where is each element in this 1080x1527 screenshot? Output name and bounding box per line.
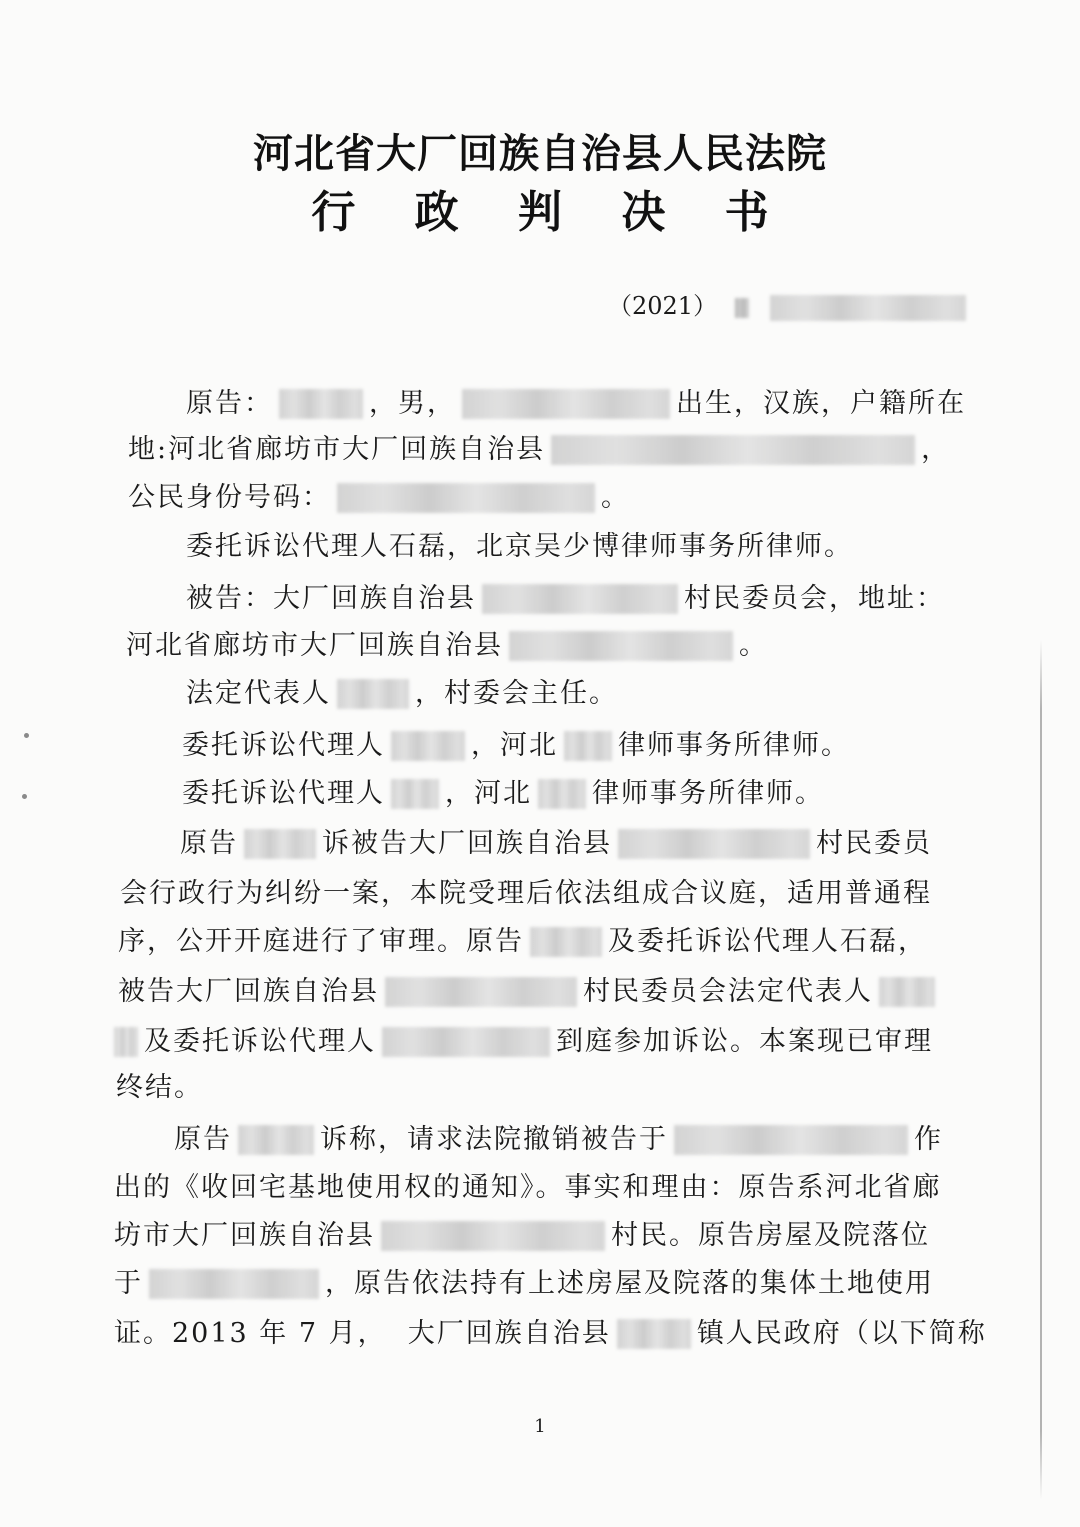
redacted-block <box>530 927 602 957</box>
redacted-block <box>391 731 465 761</box>
text-line: 被告大厂回族自治县 村民委员会法定代表人 <box>118 970 941 1014</box>
redacted-block <box>337 679 409 709</box>
redacted-block <box>770 295 966 321</box>
text-line: 证。2013 年 7 月， 大厂回族自治县 镇人民政府（以下简称 <box>114 1318 987 1349</box>
text-line: 坊市大厂回族自治县 村民。原告房屋及院落位 <box>114 1220 930 1251</box>
text-line: 委托诉讼代理人 ，河北 律师事务所律师。 <box>182 730 850 761</box>
redacted-block <box>381 1221 605 1251</box>
redacted-block <box>279 389 363 419</box>
redacted-block <box>149 1269 319 1299</box>
scan-dot <box>24 733 29 738</box>
document-type-title: 行 政 判 决 书 <box>311 187 791 238</box>
text-line: 于 ，原告依法持有上述房屋及院落的集体土地使用 <box>114 1268 934 1299</box>
case-number <box>608 286 972 326</box>
redacted-block <box>551 435 915 465</box>
text-line: 法定代表人 ，村委会主任。 <box>186 678 618 709</box>
text-line: 被告：大厂回族自治县 村民委员会，地址： <box>186 583 945 614</box>
redacted-block <box>391 779 439 809</box>
text-line: 公民身份号码： 。 <box>128 482 630 513</box>
text-line: 序，公开开庭进行了审理。原告 及委托诉讼代理人石磊， <box>118 926 927 957</box>
text-line: 会行政行为纠纷一案，本院受理后依法组成合议庭，适用普通程 <box>120 878 932 909</box>
redacted-block <box>564 731 612 761</box>
redacted-block <box>509 631 733 661</box>
redacted-block <box>382 1027 550 1057</box>
scan-dot <box>22 794 27 799</box>
redacted-block <box>674 1125 908 1155</box>
court-title: 河北省大厂回族自治县人民法院 <box>253 130 827 177</box>
scan-edge-line <box>1040 640 1042 1500</box>
redacted-block <box>462 389 670 419</box>
case-year: （2021） <box>608 292 718 320</box>
text-line: 河北省廊坊市大厂回族自治县 。 <box>126 630 768 661</box>
redacted-block <box>879 977 935 1007</box>
text-line: 终结。 <box>116 1072 203 1103</box>
redacted-block <box>735 298 749 318</box>
redacted-block <box>538 779 586 809</box>
text-line: 原告 诉称，请求法院撤销被告于 作 <box>174 1124 943 1155</box>
redacted-block <box>244 829 316 859</box>
text-line: 及委托诉讼代理人 到庭参加诉讼。本案现已审理 <box>114 1020 933 1064</box>
redacted-block <box>618 829 810 859</box>
text-line: 委托诉讼代理人石磊，北京吴少博律师事务所律师。 <box>186 531 853 562</box>
page-number: 1 <box>534 1416 546 1437</box>
redacted-block <box>114 1027 138 1057</box>
text-line: 地:河北省廊坊市大厂回族自治县 ， <box>128 434 951 465</box>
redacted-block <box>617 1319 691 1349</box>
text-line: 原告： ，男， 出生，汉族，户籍所在 <box>186 388 966 419</box>
redacted-block <box>337 483 595 513</box>
redacted-block <box>482 584 678 614</box>
text-line: 委托诉讼代理人 ，河北 律师事务所律师。 <box>182 778 824 809</box>
redacted-block <box>385 977 577 1007</box>
text-line: 原告 诉被告大厂回族自治县 村民委员 <box>180 828 932 859</box>
redacted-block <box>238 1125 314 1155</box>
text-line: 出的《收回宅基地使用权的通知》。事实和理由：原告系河北省廊 <box>114 1172 942 1203</box>
